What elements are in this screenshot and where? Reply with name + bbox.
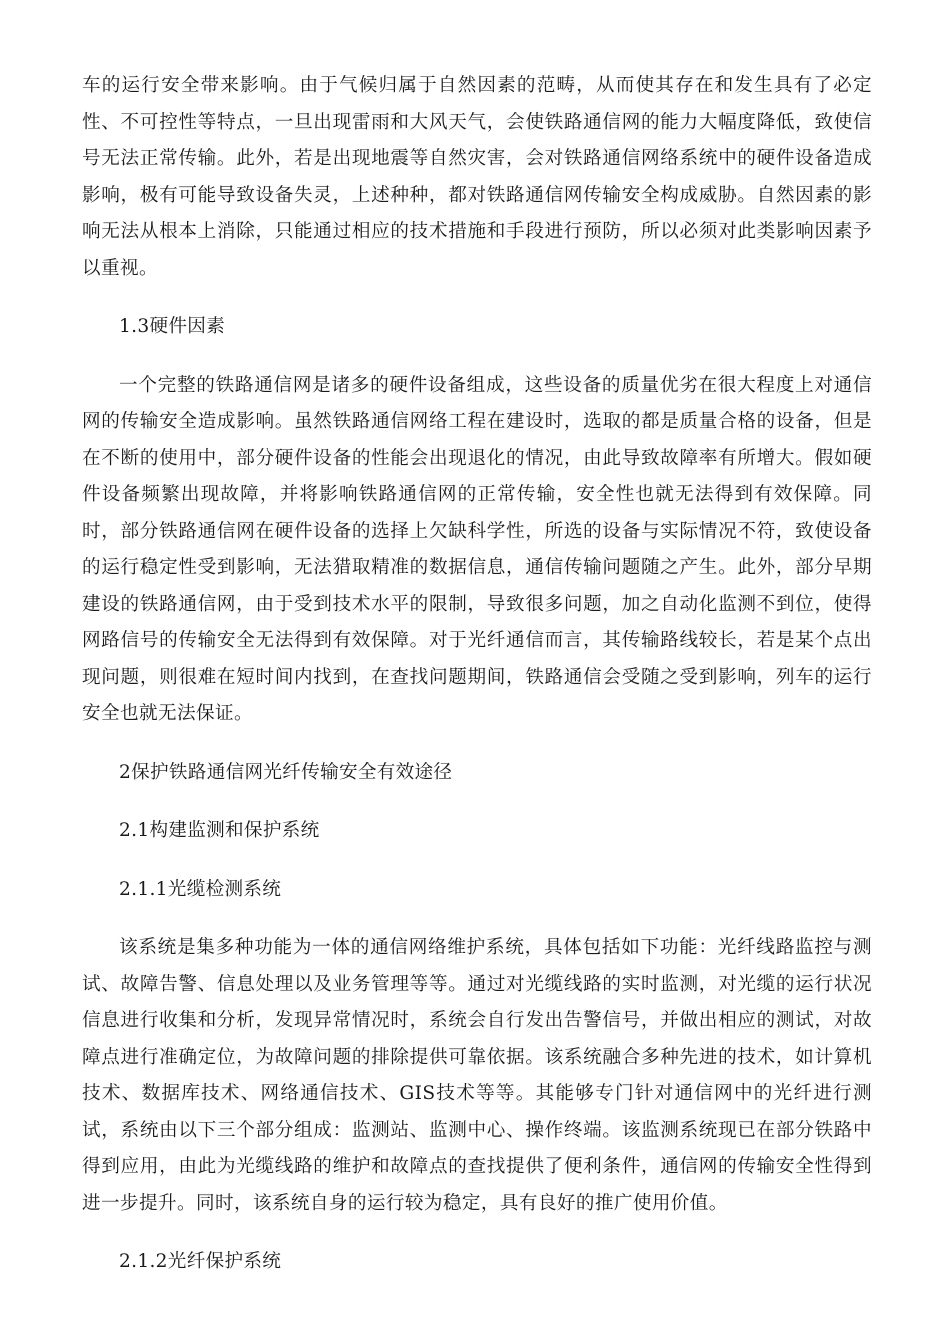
- paragraph-natural-factors: 车的运行安全带来影响。由于气候归属于自然因素的范畴，从而使其存在和发生具有了必定性、不可控性等特点，一旦出现雷雨和大风天气，会使铁路通信网的能力大幅度降低，致使信号无法正常传输。此外，若是出现地震等自然灾害，会对铁路通信网络系统中的硬件设备造成影响，极有可能导致设备失灵，上述种种，都对铁路通信网传输安全构成威胁。自然因素的影响无法从根本上消除，只能通过相应的技术措施和手段进行预防，所以必须对此类影响因素予以重视。: [82, 75, 872, 279]
- paragraph-hardware-factors: 一个完整的铁路通信网是诸多的硬件设备组成，这些设备的质量优劣在很大程度上对通信网的传输安全造成影响。虽然铁路通信网络工程在建设时，选取的都是质量合格的设备，但是在不断的使用中，部分硬件设备的性能会出现退化的情况，由此导致故障率有所增大。假如硬件设备频繁出现故障，并将影响铁路通信网的正常传输，安全性也就无法得到有效保障。同时，部分铁路通信网在硬件设备的选择上欠缺科学性，所选的设备与实际情况不符，致使设备的运行稳定性受到影响，无法猎取精准的数据信息，通信传输问题随之产生。此外，部分早期建设的铁路通信网，由于受到技术水平的限制，导致很多问题，加之自动化监测不到位，使得网路信号的传输安全无法得到有效保障。对于光纤通信而言，其传输路线较长，若是某个点出现问题，则很难在短时间内找到，在查找问题期间，铁路通信会受随之受到影响，列车的运行安全也就无法保证。: [82, 374, 872, 724]
- section-heading-2-1-1: 2.1.1光缆检测系统: [119, 878, 282, 900]
- section-heading-2-1: 2.1构建监测和保护系统: [119, 820, 320, 841]
- section-heading-2: 2保护铁路通信网光纤传输安全有效途径: [119, 761, 453, 783]
- section-heading-1-3: 1.3硬件因素: [119, 316, 226, 337]
- paragraph-cable-monitoring-system: 该系统是集多种功能为一体的通信网络维护系统，具体包括如下功能：光纤线路监控与测试、故障告警、信息处理以及业务管理等等。通过对光缆线路的实时监测，对光缆的运行状况信息进行收集和分析，发现异常情况时，系统会自行发出告警信号，并做出相应的测试，对故障点进行准确定位，为故障问题的排除提供可靠依据。该系统融合多种先进的技术，如计算机技术、数据库技术、网络通信技术、GIS技术等等。其能够专门针对通信网中的光纤进行测试，系统由以下三个部分组成：监测站、监测中心、操作终端。该监测系统现已在部分铁路中得到应用，由此为光缆线路的维护和故障点的查找提供了便利条件，通信网的传输安全性得到进一步提升。同时，该系统自身的运行较为稳定，具有良好的推广使用价值。: [82, 937, 872, 1214]
- section-heading-2-1-2: 2.1.2光纤保护系统: [119, 1251, 282, 1272]
- document-body: [82, 68, 872, 1281]
